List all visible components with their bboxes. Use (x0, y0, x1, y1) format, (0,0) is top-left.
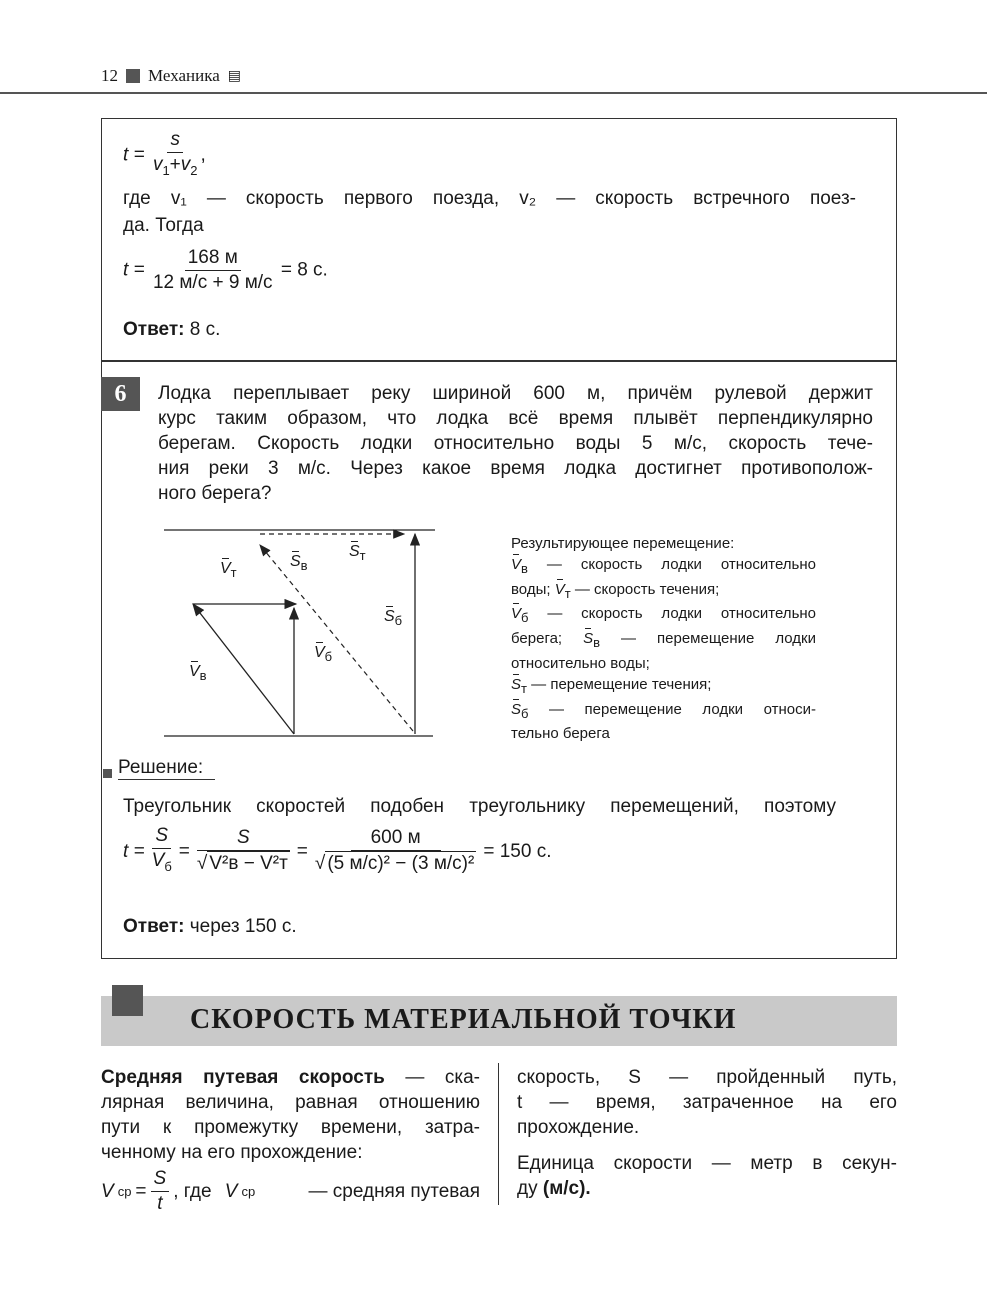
text-line: Единица скорости — метр в секун- (517, 1153, 897, 1174)
sub: ср (241, 1184, 256, 1199)
fraction (149, 824, 175, 879)
legend-text: воды; (511, 580, 551, 598)
legend-line: относительно воды; (511, 654, 650, 672)
vector-vv (193, 604, 294, 734)
label-sub: т (359, 548, 366, 564)
vector-sv (260, 545, 413, 731)
page-number: 12 (101, 66, 118, 85)
answer-label: Ответ: (123, 319, 185, 340)
solution-formula: t = $\frac{S}{V_б}$ = $\frac{S}{\text{√ V²в − V²т}}$ = $\frac{600 м}{\text{√ (5 м/с)² − (3 м/с)²}}$ = 150 с. (123, 824, 551, 879)
label-sub: б (324, 649, 333, 665)
column-divider (498, 1063, 499, 1205)
sub: б (521, 705, 529, 721)
text-line: лярная величина, равная отношению (101, 1092, 480, 1113)
label-sub: б (394, 613, 403, 629)
numerator: S (153, 1168, 167, 1189)
right-column (517, 1065, 897, 1201)
denominator: V (151, 850, 165, 871)
diagram-legend (511, 534, 816, 745)
symbol: V (511, 555, 522, 573)
symbol: S (511, 675, 522, 693)
den-v2: v (180, 154, 191, 175)
text-line: ченному на его прохождение: (101, 1142, 363, 1163)
legend-title: Результирующее перемещение: (511, 535, 735, 552)
label-letter: V (314, 644, 325, 661)
legend-line (511, 629, 816, 654)
numerator: 600 м (351, 826, 441, 851)
sub: т (564, 585, 571, 601)
legend-line: тельно берега (511, 725, 610, 743)
label-sv (290, 553, 308, 573)
legend-line (511, 555, 816, 580)
solution-heading (103, 757, 215, 780)
label-vv (189, 663, 207, 683)
numerator: 168 м (185, 246, 241, 271)
legend-text: — перемещение лодки (621, 630, 816, 648)
legend-text: — перемещение лодки относи- (549, 700, 816, 718)
symbol: S (511, 700, 522, 718)
text: , где (173, 1181, 212, 1202)
answer-value: 8 с. (189, 319, 221, 340)
problem-number-badge: 6 (101, 377, 140, 411)
solution-label: Решение: (118, 757, 215, 780)
term: Средняя путевая скорость (101, 1067, 385, 1088)
text-line: скорость, S — пройденный путь, (517, 1067, 897, 1088)
sub: б (521, 610, 529, 626)
legend-text: — скорость лодки относительно (546, 555, 816, 573)
denominator: 12 м/с + 9 м/с (152, 272, 273, 293)
sub: 1 (162, 162, 170, 178)
formula-rhs: = 8 с. (280, 259, 328, 281)
v: V (224, 1181, 238, 1202)
text-line: пути к промежутку времени, затра- (101, 1117, 480, 1138)
fraction: $\frac{S}{\text{√ V²в − V²т}}$ (196, 827, 288, 875)
text-line: t — время, затраченное на его (517, 1092, 897, 1113)
section-name: Механика (148, 66, 220, 85)
square-icon (103, 769, 112, 778)
label-st (349, 543, 366, 563)
formula-lhs: t = (123, 144, 145, 166)
text-line: берегам. Скорость лодки относительно воды 5 м/с, скорость тече- (158, 433, 873, 454)
solution-text: Треугольник скоростей подобен треугольнику перемещений, поэтому (123, 796, 836, 817)
symbol: S (583, 630, 594, 648)
label-sb (384, 608, 402, 628)
legend-line (511, 675, 816, 700)
text-line (101, 1065, 480, 1090)
sub: т (521, 680, 527, 696)
label-letter: S (349, 543, 360, 560)
legend-text: берега; (511, 630, 563, 648)
text-line: где v₁ — скорость первого поезда, v₂ — скорость встречного поез- (123, 188, 856, 209)
numerator: S (155, 825, 169, 846)
sub: в (593, 635, 601, 651)
square-icon (112, 985, 143, 1016)
den-v1: v (152, 154, 163, 175)
formula-rhs: = 150 с. (483, 840, 552, 862)
text-line: да. Тогда (123, 215, 204, 236)
label-letter: V (220, 560, 231, 577)
plus: + (169, 154, 181, 175)
label-letter: S (290, 553, 301, 570)
text-line: ного берега? (158, 483, 272, 504)
label-sub: в (199, 668, 207, 684)
eq: = (135, 1181, 147, 1202)
legend-text: — перемещение течения; (531, 675, 712, 693)
section-title: СКОРОСТЬ МАТЕРИАЛЬНОЙ ТОЧКИ (190, 1004, 737, 1035)
text: — средняя путевая (308, 1181, 480, 1202)
fraction: $\frac{600 м}{\text{√ (5 м/с)² − (3 м/с)²}}$ (314, 827, 475, 875)
symbol: V (554, 580, 565, 598)
label-vt (220, 560, 237, 580)
answer-value: через 150 с. (189, 916, 297, 937)
sub: ср (117, 1184, 132, 1199)
label-vb (314, 644, 332, 664)
comma: , (200, 144, 206, 166)
text-line: прохождение. (517, 1117, 640, 1138)
denominator: (5 м/с)² − (3 м/с)² (327, 853, 475, 875)
book-icon: ▤ (227, 68, 242, 84)
label-letter: V (189, 663, 200, 680)
legend-line (511, 580, 816, 605)
v: V (101, 1181, 114, 1202)
fraction (151, 1167, 170, 1216)
symbol: V (511, 605, 522, 623)
left-column (101, 1065, 480, 1216)
text-line: курс таким образом, что лодка всё время плывёт перпендикулярно (158, 408, 873, 429)
answer-label: Ответ: (123, 916, 185, 937)
label-letter: S (384, 608, 395, 625)
formula-lhs: t = (123, 259, 145, 281)
label-sub: в (300, 558, 308, 574)
formula-vcp (101, 1167, 480, 1216)
legend-line (511, 604, 816, 629)
answer (123, 914, 297, 939)
text-line (517, 1176, 897, 1201)
sub: 2 (190, 162, 198, 178)
text-line: ния реки 3 м/с. Через какое время лодка достигнет противополож- (158, 458, 873, 479)
text-line: Лодка переплывает реку шириной 600 м, причём рулевой держит (158, 383, 873, 404)
numerator: s (170, 129, 180, 150)
legend-line (511, 700, 816, 725)
legend-text: — скорость лодки относительно (547, 605, 817, 623)
text: — ска- (405, 1067, 481, 1088)
denominator: V²в − V²т (209, 853, 288, 875)
sub: в (521, 560, 528, 576)
label-sub: т (230, 565, 237, 581)
sub: б (164, 858, 172, 874)
numerator: S (237, 827, 250, 849)
legend-text: — скорость течения; (574, 580, 720, 598)
text: ду (517, 1178, 538, 1199)
unit: (м/с). (542, 1178, 591, 1199)
denominator: t (157, 1193, 163, 1214)
formula-lhs: t = (123, 840, 145, 862)
